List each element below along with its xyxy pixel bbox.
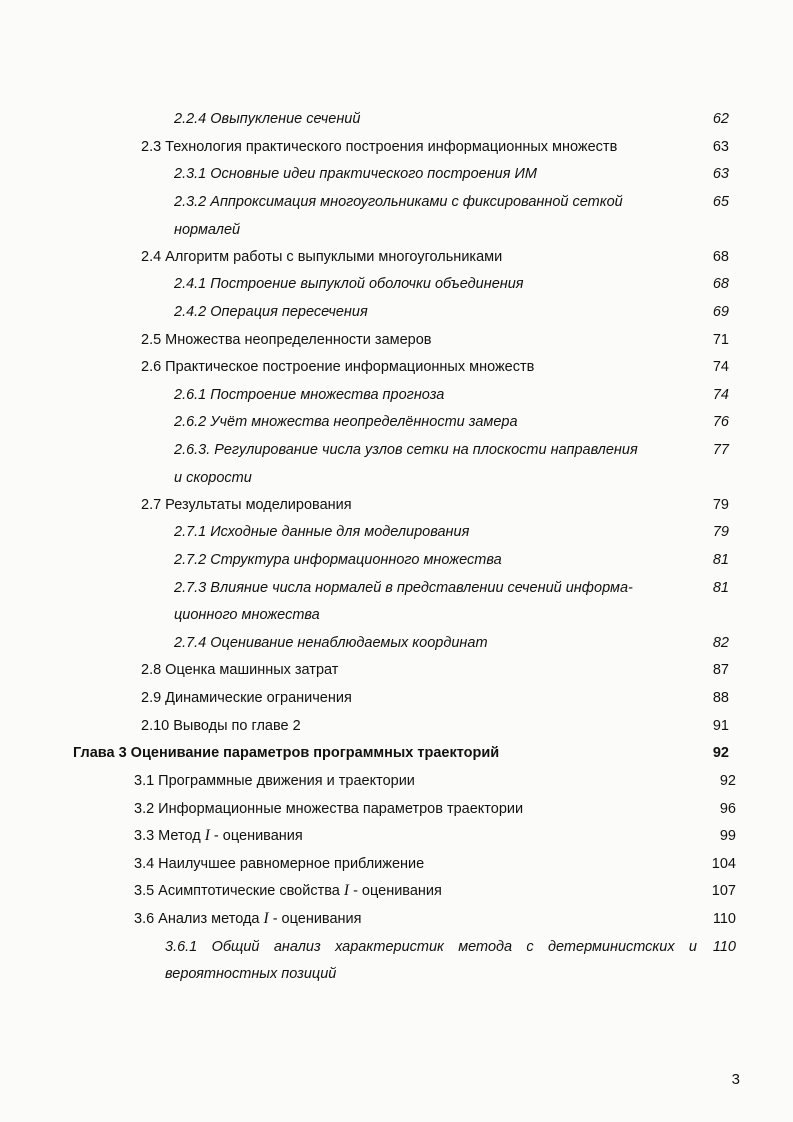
page-number: 3: [731, 1071, 740, 1088]
toc-page-2-3-1: 63: [712, 166, 729, 182]
toc-entry-2-3: 2.3 Технология практического построения информационных множеств: [141, 139, 618, 155]
toc-page-2-2-4: 62: [712, 111, 729, 127]
toc-page-3-6: 110: [712, 911, 736, 927]
toc-page-3-6-1: 110: [712, 939, 736, 955]
toc-entry-2-6-3-cont: и скорости: [174, 470, 252, 486]
toc-page-2-10: 91: [712, 718, 729, 734]
toc-entry-2-6-2: 2.6.2 Учёт множества неопределённости замера: [174, 414, 518, 430]
toc-entry-2-4-1: 2.4.1 Построение выпуклой оболочки объединения: [174, 276, 524, 292]
toc-entry-2-6-3: 2.6.3. Регулирование числа узлов сетки на плоскости направления: [174, 442, 638, 458]
toc-page-2-7-1: 79: [712, 524, 729, 540]
toc-entry-3-1: 3.1 Программные движения и траектории: [134, 773, 415, 789]
toc-entry-2-5: 2.5 Множества неопределенности замеров: [141, 332, 432, 348]
toc-page-2-6-1: 74: [712, 387, 729, 403]
toc-entry-2-6-1: 2.6.1 Построение множества прогноза: [174, 387, 445, 403]
toc-page-2-5: 71: [712, 332, 729, 348]
toc-entry-3-6: 3.6 Анализ метода I - оценивания: [134, 910, 362, 927]
toc-page-2-7-2: 81: [712, 552, 729, 568]
toc-page-3-5: 107: [711, 883, 736, 899]
toc-entry-2-7-1: 2.7.1 Исходные данные для моделирования: [174, 524, 470, 540]
toc-page-2-9: 88: [712, 690, 729, 706]
toc-page-2-8: 87: [712, 662, 729, 678]
toc-entry-2-7-3: 2.7.3 Влияние числа нормалей в представлении сечений информа-: [174, 580, 633, 596]
toc-page-2-4-2: 69: [712, 304, 729, 320]
toc-page-2-6-3: 77: [712, 442, 729, 458]
toc-entry-2-9: 2.9 Динамические ограничения: [141, 690, 352, 706]
toc-page-2-4-1: 68: [712, 276, 729, 292]
toc-entry-2-10: 2.10 Выводы по главе 2: [141, 718, 301, 734]
toc-entry-2-3-1: 2.3.1 Основные идеи практического построения ИМ: [174, 166, 537, 182]
toc-entry-3-5: 3.5 Асимптотические свойства I - оценивания: [134, 882, 442, 899]
toc-entry-3-3: 3.3 Метод I - оценивания: [134, 827, 303, 844]
toc-entry-3-6-var: I: [263, 910, 269, 927]
toc-entry-2-7-3-cont: ционного множества: [174, 607, 320, 623]
toc-chapter-3: Глава 3 Оценивание параметров программных траекторий: [73, 745, 500, 761]
toc-entry-2-2-4: 2.2.4 Овыпукление сечений: [174, 111, 361, 127]
toc-entry-2-4-2: 2.4.2 Операция пересечения: [174, 304, 368, 320]
toc-entry-3-6-1: 3.6.1 Общий анализ характеристик метода с детерминистских и: [165, 939, 697, 955]
toc-entry-2-3-2: 2.3.2 Аппроксимация многоугольниками с фиксированной сеткой: [174, 194, 623, 210]
toc-page-2-7-3: 81: [712, 580, 729, 596]
toc-page-2-3: 63: [712, 139, 729, 155]
toc-page-3-2: 96: [719, 801, 736, 817]
toc-entry-2-7-4: 2.7.4 Оценивание ненаблюдаемых координат: [174, 635, 488, 651]
toc-entry-2-7: 2.7 Результаты моделирования: [141, 497, 352, 513]
toc-entry-3-3-var: I: [204, 827, 210, 844]
toc-page-2-6-2: 76: [712, 414, 729, 430]
toc-page-2-6: 74: [712, 359, 729, 375]
toc-entry-2-6: 2.6 Практическое построение информационных множеств: [141, 359, 535, 375]
toc-page-2-4: 68: [712, 249, 729, 265]
toc-page-2-3-2: 65: [712, 194, 729, 210]
toc-page-2-7: 79: [712, 497, 729, 513]
toc-entry-3-5-var: I: [343, 882, 350, 899]
toc-page-3-1: 92: [719, 773, 736, 789]
toc-entry-2-3-2-cont: нормалей: [174, 222, 241, 238]
toc-page-chapter-3: 92: [712, 745, 729, 761]
toc-page-3-4: 104: [711, 856, 736, 872]
toc-entry-2-4: 2.4 Алгоритм работы с выпуклыми многоугольниками: [141, 249, 503, 265]
toc-entry-3-2: 3.2 Информационные множества параметров траектории: [134, 801, 524, 817]
toc-page-2-7-4: 82: [712, 635, 729, 651]
toc-entry-3-6-1-cont: вероятностных позиций: [165, 966, 337, 982]
toc-page-3-3: 99: [719, 828, 736, 844]
toc-entry-3-4: 3.4 Наилучшее равномерное приближение: [134, 856, 425, 872]
toc-entry-2-8: 2.8 Оценка машинных затрат: [141, 662, 339, 678]
toc-entry-2-7-2: 2.7.2 Структура информационного множества: [174, 552, 502, 568]
